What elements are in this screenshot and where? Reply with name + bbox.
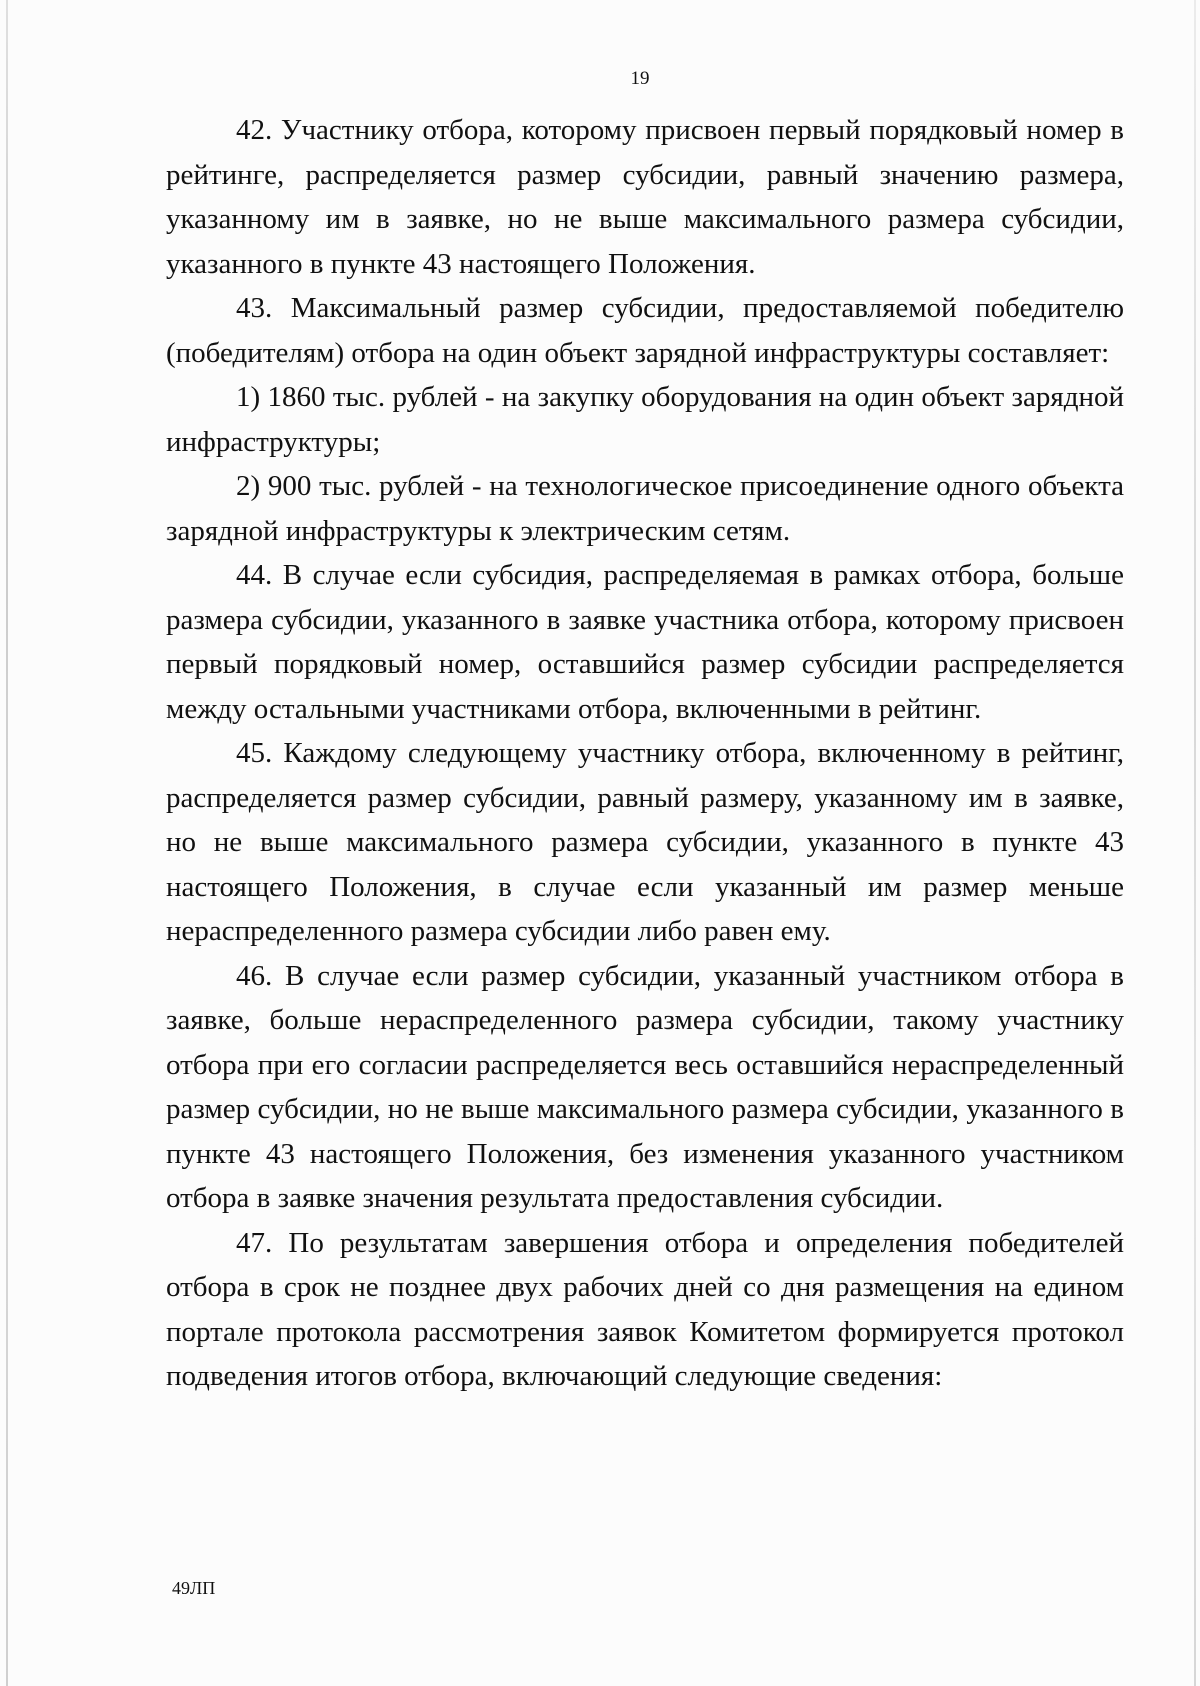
paragraph-43: 43. Максимальный размер субсидии, предоставляемой победителю (победителям) отбора на один объект зарядной инфраструктуры составляет: bbox=[166, 292, 1124, 369]
page-number: 19 bbox=[630, 68, 650, 89]
footer-document-code: 49ЛП bbox=[172, 1578, 216, 1598]
paragraph-43-item-2: 2) 900 тыс. рублей - на технологическое присоединение одного объекта зарядной инфраструктуры к электрическим сетям. bbox=[166, 470, 1124, 547]
paragraph-45: 45. Каждому следующему участнику отбора, включенному в рейтинг, распределяется размер субсидии, равный размеру, указанному им в заявке, но не выше максимального размера субсидии, указанного в пункте 43 настоящего Положения, в случае если указанный им размер меньше нераспределенного размера субсидии либо равен ему. bbox=[166, 737, 1124, 947]
paragraph-46: 46. В случае если размер субсидии, указанный участником отбора в заявке, больше нераспределенного размера субсидии, такому участнику отбора при его согласии распределяется весь оставшийся нераспределенный размер субсидии, но не выше максимального размера субсидии, указанного в пункте 43 настоящего Положения, без изменения указанного участником отбора в заявке значения результата предоставления субсидии. bbox=[166, 959, 1124, 1214]
paragraph-42: 42. Участнику отбора, которому присвоен первый порядковый номер в рейтинге, распределяется размер субсидии, равный значению размера, указанному им в заявке, но не выше максимального размера субсидии, указанного в пункте 43 настоящего Положения. bbox=[166, 114, 1124, 280]
paragraph-43-item-1: 1) 1860 тыс. рублей - на закупку оборудования на один объект зарядной инфраструктуры; bbox=[166, 381, 1124, 458]
paragraph-47: 47. По результатам завершения отбора и определения победителей отбора в срок не позднее двух рабочих дней со дня размещения на едином портале протокола рассмотрения заявок Комитетом формируется протокол подведения итогов отбора, включающий следующие сведения: bbox=[166, 1226, 1124, 1392]
document-body bbox=[166, 108, 1124, 1399]
paragraph-44: 44. В случае если субсидия, распределяемая в рамках отбора, больше размера субсидии, указанного в заявке участника отбора, которому присвоен первый порядковый номер, оставшийся размер субсидии распределяется между остальными участниками отбора, включенными в рейтинг. bbox=[166, 559, 1124, 725]
scan-edge-left bbox=[6, 0, 8, 1686]
scan-edge-right bbox=[1194, 0, 1196, 1686]
